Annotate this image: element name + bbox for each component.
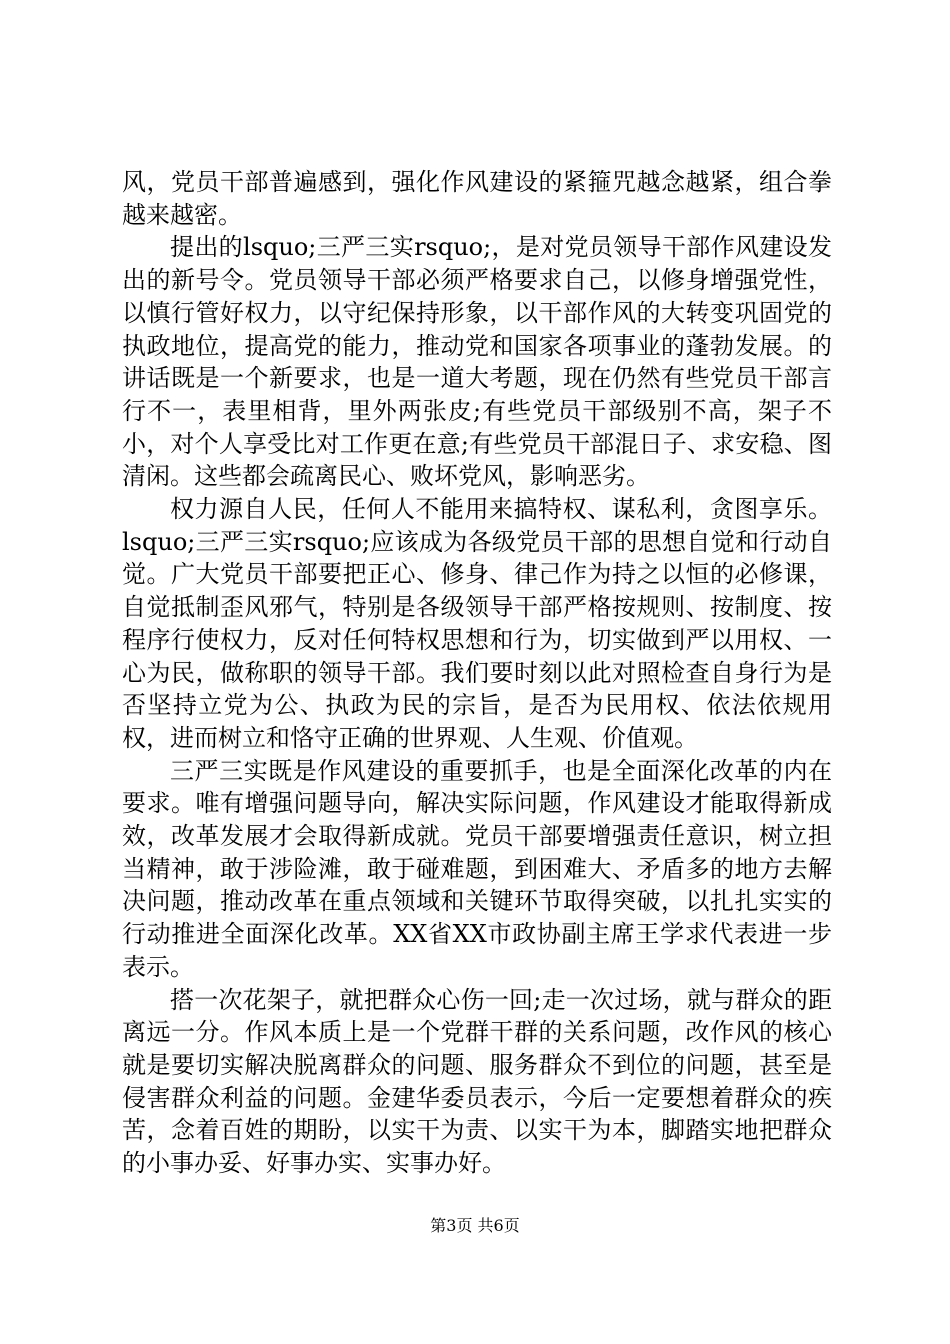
paragraph: 三严三实既是作风建设的重要抓手，也是全面深化改革的内在要求。唯有增强问题导向，解决实际问题，作风建设才能取得新成效，改革发展才会取得新成就。党员干部要增强责任意识，树立担当精神，敢于涉险滩，敢于碰难题，到困难大、矛盾多的地方去解决问题，推动改革在重点领域和关键环节取得突破，以扎扎实实的行动推进全面深化改革。XX省XX市政协副主席王学求代表进一步表示。 — [122, 756, 832, 981]
page-number-footer: 第3页 共6页 — [430, 1216, 520, 1235]
document-body — [122, 166, 832, 1180]
paragraph: 权力源自人民，任何人不能用来搞特权、谋私利，贪图享乐。lsquo;三严三实rsquo;应该成为各级党员干部的思想自觉和行动自觉。广大党员干部要把正心、修身、律己作为持之以恒的必修课，自觉抵制歪风邪气，特别是各级领导干部严格按规则、按制度、按程序行使权力，反对任何特权思想和行为，切实做到严以用权、一心为民，做称职的领导干部。我们要时刻以此对照检查自身行为是否坚持立党为公、执政为民的宗旨，是否为民用权、依法依规用权，进而树立和恪守正确的世界观、人生观、价值观。 — [122, 495, 832, 752]
paragraph: 搭一次花架子，就把群众心伤一回;走一次过场，就与群众的距离远一分。作风本质上是一个党群干群的关系问题，改作风的核心就是要切实解决脱离群众的问题、服务群众不到位的问题，甚至是侵害群众利益的问题。金建华委员表示，今后一定要想着群众的疾苦，念着百姓的期盼，以实干为责、以实干为本，脚踏实地把群众的小事办妥、好事办实、实事办好。 — [122, 985, 832, 1178]
paragraph: 提出的lsquo;三严三实rsquo;，是对党员领导干部作风建设发出的新号令。党员领导干部必须严格要求自己，以修身增强党性，以慎行管好权力，以守纪保持形象，以干部作风的大转变巩固党的执政地位，提高党的能力，推动党和国家各项事业的蓬勃发展。的讲话既是一个新要求，也是一道大考题，现在仍然有些党员干部言行不一，表里相背，里外两张皮;有些党员干部级别不高，架子不小，对个人享受比对工作更在意;有些党员干部混日子、求安稳、图清闲。这些都会疏离民心、败坏党风，影响恶劣。 — [122, 233, 832, 491]
paragraph-continuation: 风，党员干部普遍感到，强化作风建设的紧箍咒越念越紧，组合拳越来越密。 — [122, 168, 832, 229]
